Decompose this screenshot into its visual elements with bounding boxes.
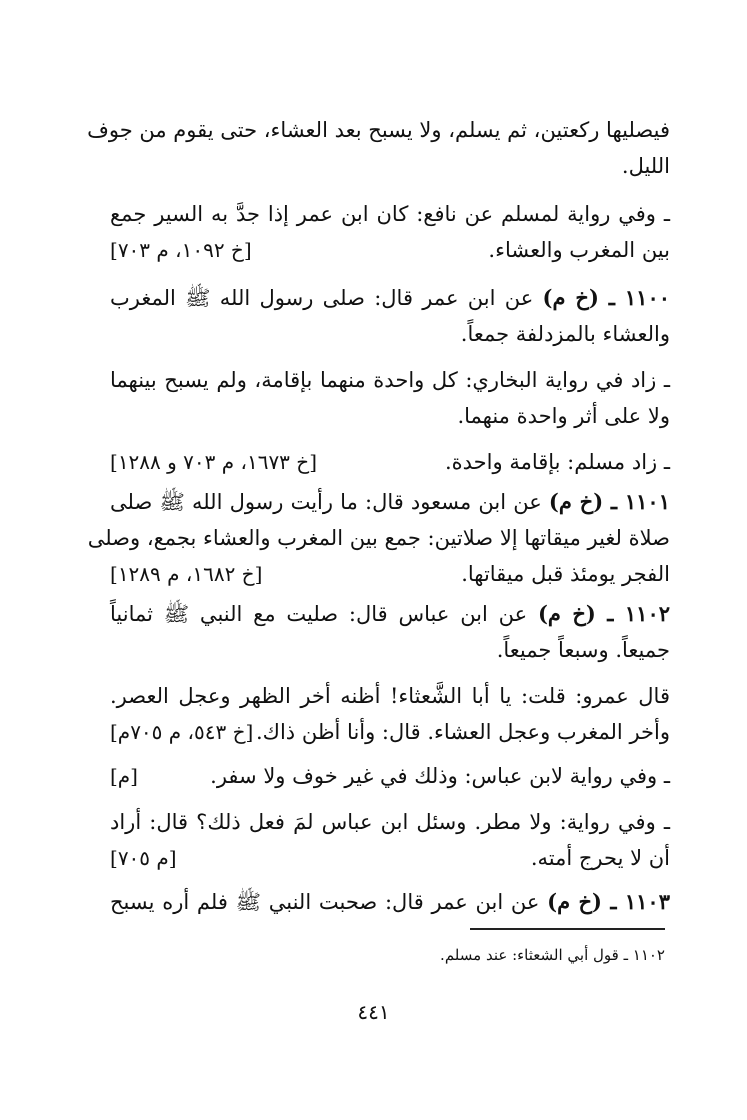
- paragraph-line: ـ زاد في رواية البخاري: كل واحدة منهما بإقامة، ولم يسبح بينهما: [110, 368, 670, 392]
- paragraph-text: بين المغرب والعشاء.: [488, 238, 670, 262]
- paragraph-line: [110, 714, 670, 750]
- paragraph-line: ولا على أثر واحدة منهما.: [457, 404, 670, 428]
- hadith-reference: [خ ٥٤٣، م ٧٠٥م]: [110, 720, 254, 744]
- paragraph-text: ـ وفي رواية لابن عباس: وذلك في غير خوف ولا سفر.: [210, 764, 670, 788]
- paragraph-line: ـ وفي رواية: ولا مطر. وسئل ابن عباس لمَ فعل ذلك؟ قال: أراد: [110, 810, 670, 834]
- paragraph-text: عن ابن عمر قال: صحبت النبي ﷺ فلم أره يسبح: [110, 890, 548, 914]
- paragraph-text: عن ابن عمر قال: صلى رسول الله ﷺ المغرب: [110, 286, 543, 310]
- footnote-divider: [470, 928, 665, 930]
- paragraph-line: [110, 232, 670, 268]
- paragraph-line: [110, 444, 670, 480]
- hadith-reference: [خ ١٠٩٢، م ٧٠٣]: [110, 238, 252, 262]
- hadith-line: [110, 280, 670, 316]
- hadith-line: [110, 596, 670, 632]
- paragraph-text: ـ زاد مسلم: بإقامة واحدة.: [444, 450, 670, 474]
- hadith-reference: [خ ١٦٧٣، م ٧٠٣ و ١٢٨٨]: [110, 450, 317, 474]
- paragraph-line: جميعاً. وسبعاً جميعاً.: [496, 638, 670, 662]
- paragraph-line: [110, 758, 670, 794]
- paragraph-text: أن لا يحرج أمته.: [530, 846, 670, 870]
- hadith-reference: [م ٧٠٥]: [110, 846, 177, 870]
- hadith-line: [110, 884, 670, 920]
- paragraph-text: الفجر يومئذ قبل ميقاتها.: [461, 562, 670, 586]
- hadith-reference: [م]: [110, 764, 138, 788]
- paragraph-text: عن ابن عباس قال: صليت مع النبي ﷺ ثمانياً: [110, 602, 538, 626]
- paragraph-line: صلاة لغير ميقاتها إلا صلاتين: جمع بين المغرب والعشاء بجمع، وصلى: [87, 526, 670, 550]
- hadith-number: ١١٠٠ ـ (خ م): [542, 285, 671, 310]
- hadith-number: ١١٠٢ ـ (خ م): [537, 601, 671, 626]
- paragraph-line: فيصليها ركعتين، ثم يسلم، ولا يسبح بعد العشاء، حتى يقوم من جوف: [87, 118, 670, 142]
- hadith-number: ١١٠٣ ـ (خ م): [547, 889, 670, 914]
- paragraph-line: [110, 556, 670, 592]
- paragraph-line: والعشاء بالمزدلفة جمعاً.: [460, 322, 670, 346]
- hadith-reference: [خ ١٦٨٢، م ١٢٨٩]: [110, 562, 263, 586]
- footnote: ١١٠٢ ـ قول أبي الشعثاء: عند مسلم.: [440, 946, 665, 964]
- paragraph-line: [110, 840, 670, 876]
- hadith-number: ١١٠١ ـ (خ م): [548, 489, 670, 514]
- page-number: ٤٤١: [357, 1000, 390, 1024]
- paragraph-text: وأخر المغرب وعجل العشاء. قال: وأنا أظن ذاك.: [255, 720, 670, 744]
- paragraph-line: الليل.: [621, 154, 670, 178]
- hadith-line: [110, 484, 670, 520]
- paragraph-line: ـ وفي رواية لمسلم عن نافع: كان ابن عمر إذا جدَّ به السير جمع: [110, 202, 670, 226]
- paragraph-line: قال عمرو: قلت: يا أبا الشَّعثاء! أظنه أخر الظهر وعجل العصر.: [110, 684, 670, 708]
- paragraph-text: عن ابن مسعود قال: ما رأيت رسول الله ﷺ صلى: [110, 490, 549, 514]
